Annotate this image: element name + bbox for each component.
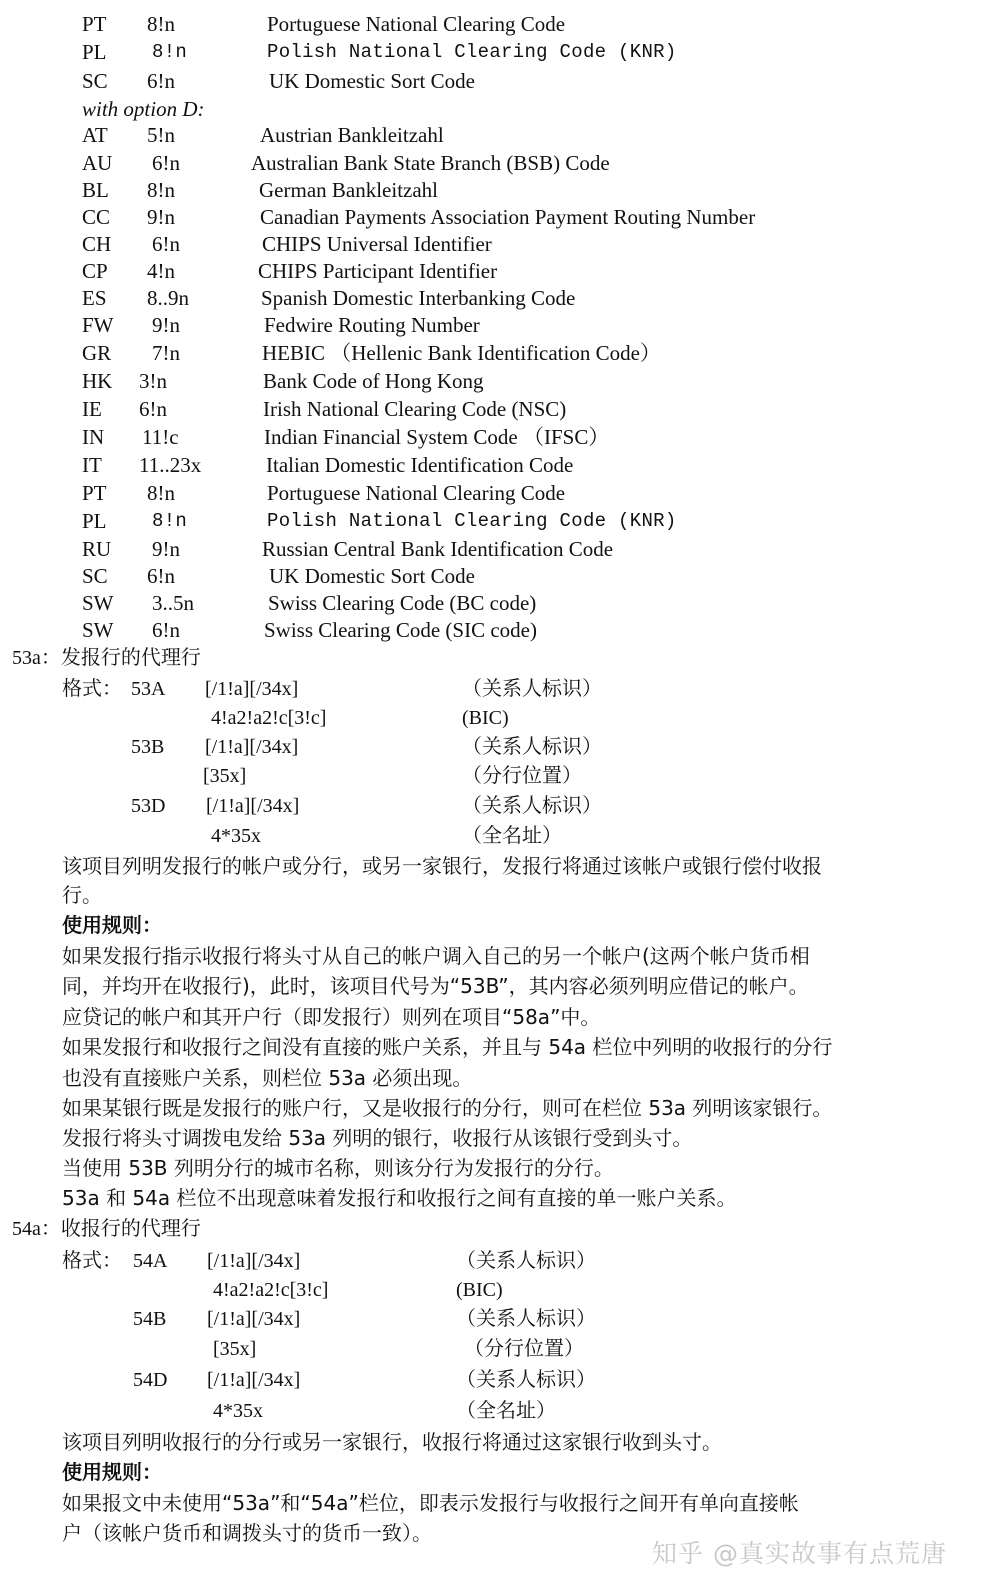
code: ES	[82, 286, 107, 310]
description: Irish National Clearing Code (NSC)	[263, 397, 567, 421]
option-note: （关系人标识）	[456, 1250, 596, 1272]
format: 6!n	[152, 618, 180, 642]
rule-line: 也没有直接账户关系，则栏位 53a 必须出现。	[62, 1066, 473, 1090]
field-53a-title: 53a：发报行的代理行	[12, 647, 201, 669]
description: Polish National Clearing Code (KNR)	[267, 41, 677, 63]
description: Austrian Bankleitzahl	[260, 123, 444, 147]
option-format: [35x]	[213, 1338, 257, 1360]
code: SC	[82, 69, 108, 93]
rule-line: 如果某银行既是发报行的账户行，又是收报行的分行，则可在栏位 53a 列明该家银行。	[62, 1096, 833, 1120]
description: Portuguese National Clearing Code	[267, 12, 566, 36]
option-note: (BIC)	[462, 707, 509, 729]
code: IE	[82, 397, 102, 421]
code: CP	[82, 259, 108, 283]
format: 8!n	[147, 12, 175, 36]
option-code: 54B	[133, 1308, 167, 1330]
rule-line: 发报行将头寸调拨电发给 53a 列明的银行，收报行从该银行受到头寸。	[62, 1126, 693, 1150]
format: 6!n	[152, 232, 180, 256]
code: GR	[82, 341, 112, 365]
description: Australian Bank State Branch (BSB) Code	[251, 151, 610, 175]
description: Swiss Clearing Code (BC code)	[268, 591, 537, 615]
description: Fedwire Routing Number	[264, 313, 480, 337]
description: UK Domestic Sort Code	[269, 69, 475, 93]
option-format: [/1!a][/34x]	[206, 795, 300, 817]
description: CHIPS Universal Identifier	[262, 232, 492, 256]
rule-line: 当使用 53B 列明分行的城市名称，则该分行为发报行的分行。	[62, 1156, 614, 1180]
description: HEBIC （Hellenic Bank Identification Code）	[262, 341, 661, 365]
option-note: （分行位置）	[464, 1338, 584, 1360]
rule-line: 如果发报行和收报行之间没有直接的账户关系，并且与 54a 栏位中列明的收报行的分行	[62, 1035, 833, 1059]
format: 6!n	[147, 564, 175, 588]
code: IT	[82, 453, 102, 477]
format: 9!n	[147, 205, 175, 229]
rule-line: 如果发报行指示收报行将头寸从自己的帐户调入自己的另一个帐户(这两个帐户货币相	[62, 944, 810, 968]
option-note: （全名址）	[462, 825, 562, 847]
code: CC	[82, 205, 111, 229]
format: 8!n	[152, 510, 188, 532]
option-code: 54D	[133, 1369, 168, 1391]
option-note: （关系人标识）	[462, 678, 602, 700]
description: Portuguese National Clearing Code	[267, 481, 566, 505]
description: Indian Financial System Code （IFSC）	[264, 425, 610, 449]
option-code: 53D	[131, 795, 166, 817]
format: 9!n	[152, 537, 180, 561]
option-note: （关系人标识）	[462, 795, 602, 817]
format: 6!n	[139, 397, 167, 421]
format: 8!n	[152, 41, 188, 63]
option-note: (BIC)	[456, 1279, 503, 1301]
format: 11..23x	[139, 453, 202, 477]
format: 7!n	[152, 341, 180, 365]
option-note: （全名址）	[456, 1400, 556, 1422]
rule-line: 应贷记的帐户和其开户行（即发报行）则列在项目“58a”中。	[62, 1005, 601, 1029]
format: 3!n	[139, 369, 167, 393]
format-label: 格式：	[62, 678, 122, 700]
format: 3..5n	[152, 591, 194, 615]
option-format: 4!a2!a2!c[3!c]	[213, 1279, 329, 1301]
code: PT	[82, 12, 107, 36]
format: 5!n	[147, 123, 175, 147]
format: 6!n	[147, 69, 175, 93]
description: Italian Domestic Identification Code	[266, 453, 574, 477]
code: PL	[82, 509, 107, 533]
format: 9!n	[152, 313, 180, 337]
rule-line: 如果报文中未使用“53a”和“54a”栏位，即表示发报行与收报行之间开有单向直接帐	[62, 1491, 799, 1515]
code: FW	[82, 313, 114, 337]
code: SC	[82, 564, 108, 588]
format-label: 格式：	[62, 1250, 122, 1272]
description: Swiss Clearing Code (SIC code)	[264, 618, 537, 642]
option-format: 4!a2!a2!c[3!c]	[211, 707, 327, 729]
option-format: [/1!a][/34x]	[205, 678, 299, 700]
description: German Bankleitzahl	[259, 178, 439, 202]
description: Bank Code of Hong Kong	[263, 369, 484, 393]
code: BL	[82, 178, 109, 202]
description: UK Domestic Sort Code	[269, 564, 475, 588]
format: 4!n	[147, 259, 175, 283]
format: 8..9n	[147, 286, 189, 310]
description: Spanish Domestic Interbanking Code	[261, 286, 576, 310]
description: CHIPS Participant Identifier	[258, 259, 498, 283]
watermark: 知乎 @真实故事有点荒唐	[652, 1539, 947, 1568]
field-53a-description-cont: 行。	[62, 883, 102, 907]
description: Russian Central Bank Identification Code	[262, 537, 614, 561]
format: 11!c	[142, 425, 179, 449]
field-53a-description: 该项目列明发报行的帐户或分行，或另一家银行，发报行将通过该帐户或银行偿付收报	[62, 854, 822, 878]
option-format: [35x]	[203, 765, 247, 787]
rule-line: 53a 和 54a 栏位不出现意味着发报行和收报行之间有直接的单一账户关系。	[62, 1186, 737, 1210]
usage-rules-label: 使用规则：	[62, 913, 162, 937]
code: PL	[82, 40, 107, 64]
description: Canadian Payments Association Payment Routing Number	[260, 205, 756, 229]
code: AU	[82, 151, 113, 175]
option-format: [/1!a][/34x]	[207, 1308, 301, 1330]
field-54a-title: 54a：收报行的代理行	[12, 1218, 201, 1240]
format: 6!n	[152, 151, 180, 175]
code: AT	[82, 123, 108, 147]
rule-line: 户（该帐户货币和调拨头寸的货币一致）。	[62, 1521, 432, 1545]
code: CH	[82, 232, 112, 256]
option-note: （分行位置）	[462, 765, 582, 787]
usage-rules-label: 使用规则：	[62, 1460, 162, 1484]
option-note: （关系人标识）	[456, 1369, 596, 1391]
option-format: 4*35x	[213, 1400, 263, 1422]
option-code: 53A	[131, 678, 166, 700]
code: SW	[82, 618, 114, 642]
option-code: 54A	[133, 1250, 168, 1272]
code: SW	[82, 591, 114, 615]
format: 8!n	[147, 481, 175, 505]
option-note: （关系人标识）	[462, 736, 602, 758]
format: 8!n	[147, 178, 175, 202]
code: PT	[82, 481, 107, 505]
option-format: [/1!a][/34x]	[207, 1250, 301, 1272]
option-format: 4*35x	[211, 825, 261, 847]
code: RU	[82, 537, 112, 561]
option-format: [/1!a][/34x]	[205, 736, 299, 758]
option-note: （关系人标识）	[456, 1308, 596, 1330]
option-d-label: with option D:	[82, 97, 205, 121]
code: IN	[82, 425, 105, 449]
description: Polish National Clearing Code (KNR)	[267, 510, 677, 532]
option-code: 53B	[131, 736, 165, 758]
option-format: [/1!a][/34x]	[207, 1369, 301, 1391]
rule-line: 同，并均开在收报行)，此时，该项目代号为“53B”，其内容必须列明应借记的帐户。	[62, 974, 809, 998]
field-54a-description: 该项目列明收报行的分行或另一家银行，收报行将通过这家银行收到头寸。	[62, 1430, 722, 1454]
code: HK	[82, 369, 113, 393]
